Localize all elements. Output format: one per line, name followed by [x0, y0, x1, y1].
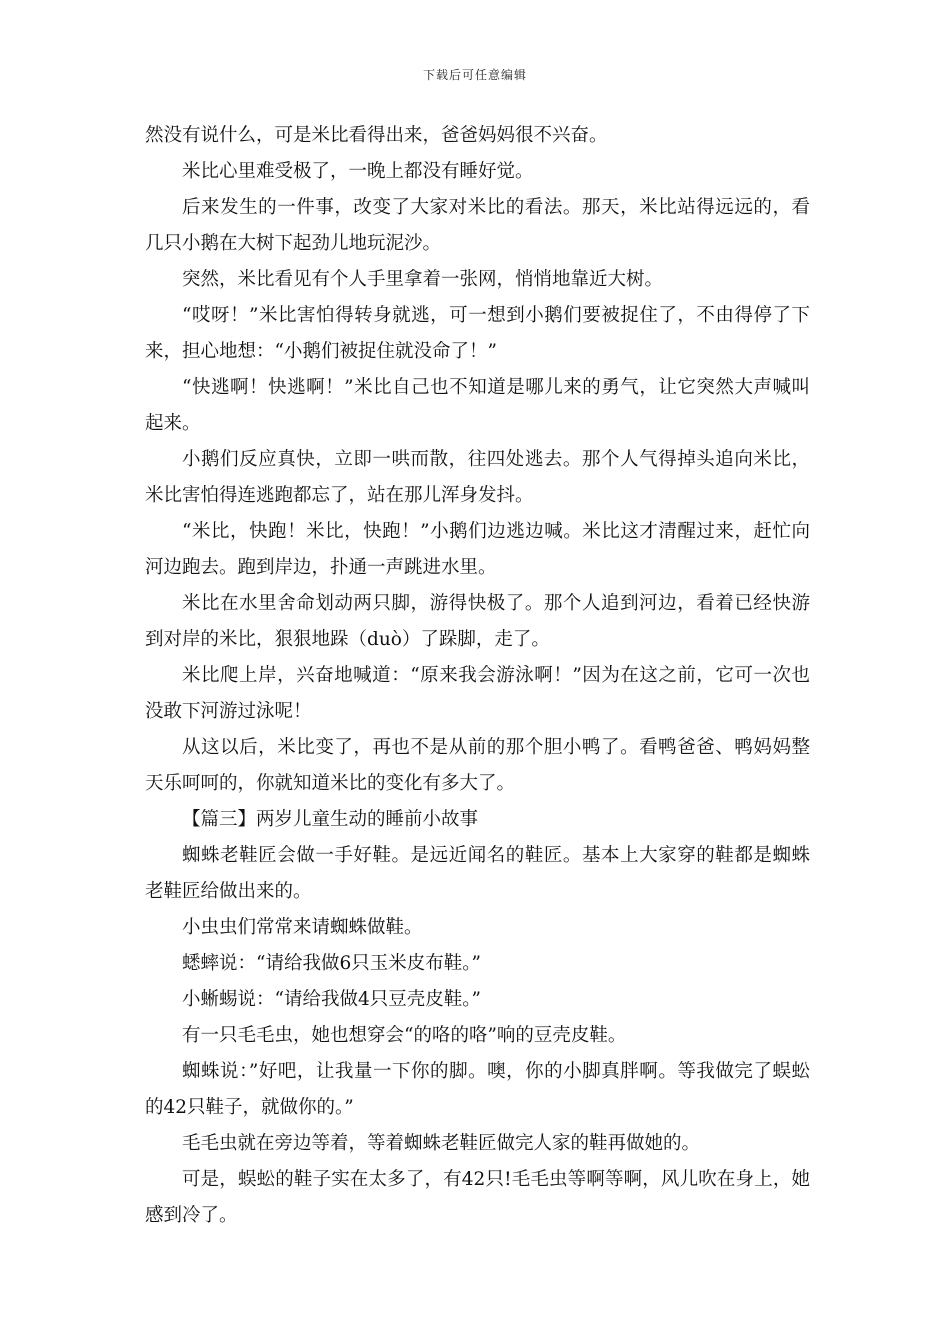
paragraph: 后来发生的一件事，改变了大家对米比的看法。那天，米比站得远远的，看几只小鹅在大树下起劲儿地玩泥沙。: [145, 197, 810, 254]
document-body: [145, 118, 810, 1234]
paragraph: 蟋蟀说：“请给我做6只玉米皮布鞋。”: [182, 953, 481, 974]
paragraph: 突然，米比看见有个人手里拿着一张网，悄悄地靠近大树。: [182, 269, 664, 290]
paragraph: 米比在水里舍命划动两只脚，游得快极了。那个人追到河边，看着已经快游到对岸的米比，狠狠地跺（duò）了跺脚，走了。: [145, 593, 810, 650]
page-header: 下载后可任意编辑: [422, 68, 527, 82]
paragraph: 米比爬上岸，兴奋地喊道：“原来我会游泳啊！”因为在这之前，它可一次也没敢下河游过泳呢！: [145, 665, 810, 722]
paragraph: “米比，快跑！米比，快跑！”小鹅们边逃边喊。米比这才清醒过来，赶忙向河边跑去。跑到岸边，扑通一声跳进水里。: [145, 521, 810, 578]
paragraph: 有一只毛毛虫，她也想穿会“的咯的咯”响的豆壳皮鞋。: [182, 1025, 627, 1046]
paragraph: 小虫虫们常常来请蜘蛛做鞋。: [182, 917, 423, 938]
paragraph: 米比心里难受极了，一晚上都没有睡好觉。: [182, 161, 534, 182]
paragraph: 可是，蜈蚣的鞋子实在太多了，有42只!毛毛虫等啊等啊，风儿吹在身上，她感到冷了。: [145, 1169, 810, 1226]
paragraph: 蜘蛛老鞋匠会做一手好鞋。是远近闻名的鞋匠。基本上大家穿的鞋都是蜘蛛老鞋匠给做出来的。: [145, 845, 810, 902]
paragraph: 从这以后，米比变了，再也不是从前的那个胆小鸭了。看鸭爸爸、鸭妈妈整天乐呵呵的，你就知道米比的变化有多大了。: [145, 737, 810, 794]
paragraph: “快逃啊！快逃啊！”米比自己也不知道是哪儿来的勇气，让它突然大声喊叫起来。: [145, 377, 810, 434]
paragraph: “哎呀！”米比害怕得转身就逃，可一想到小鹅们要被捉住了，不由得停了下来，担心地想：“小鹅们被捉住就没命了！”: [145, 305, 810, 362]
section-heading: 【篇三】两岁儿童生动的睡前小故事: [182, 809, 479, 830]
paragraph: 毛毛虫就在旁边等着，等着蜘蛛老鞋匠做完人家的鞋再做她的。: [182, 1133, 701, 1154]
paragraph: 然没有说什么，可是米比看得出来，爸爸妈妈很不兴奋。: [145, 125, 608, 146]
paragraph: 小鹅们反应真快，立即一哄而散，往四处逃去。那个人气得掉头追向米比，米比害怕得连逃跑都忘了，站在那儿浑身发抖。: [145, 449, 810, 506]
paragraph: 蜘蛛说：”好吧，让我量一下你的脚。噢，你的小脚真胖啊。等我做完了蜈蚣的42只鞋子，就做你的。”: [145, 1061, 810, 1118]
paragraph: 小蜥蜴说：“请给我做4只豆壳皮鞋。”: [182, 989, 481, 1010]
